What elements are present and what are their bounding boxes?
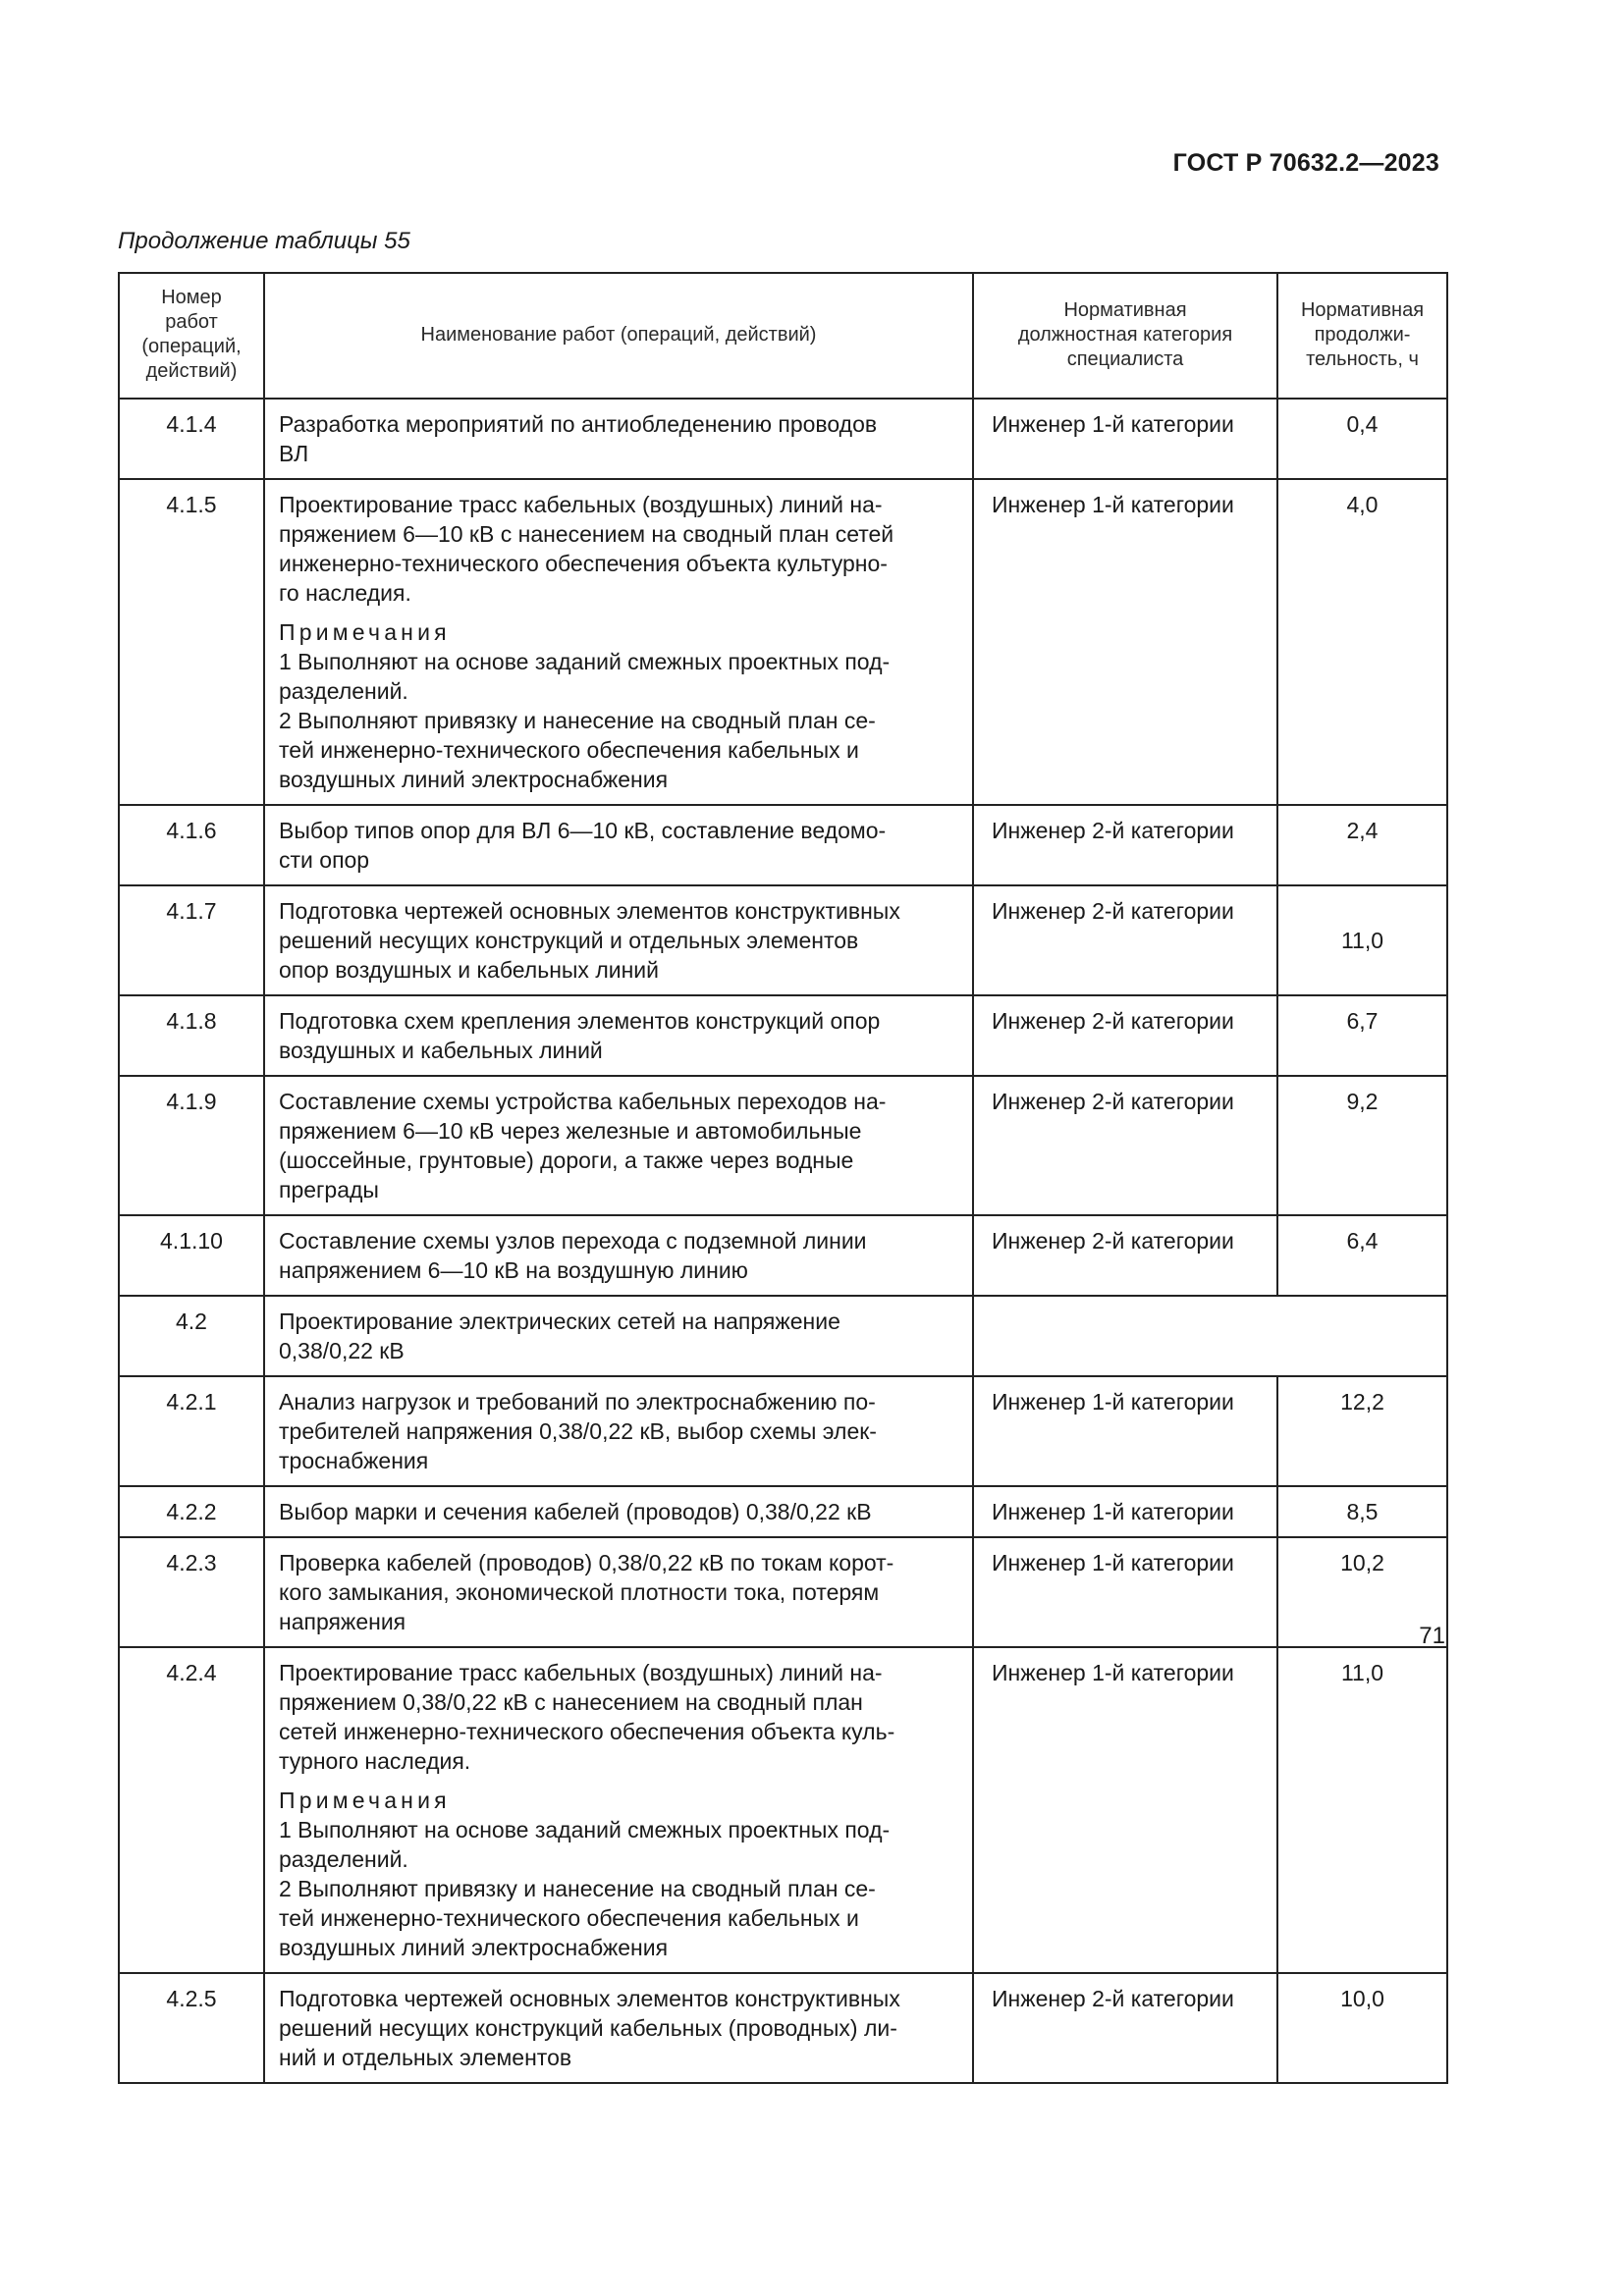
row-duration: 11,0 xyxy=(1277,885,1447,995)
header-name-text: Наименование работ (операций, действий) xyxy=(420,323,817,346)
row-category: Инженер 2-й категории xyxy=(973,1215,1277,1296)
work-name-line: воздушных и кабельных линий xyxy=(279,1038,603,1063)
note-line: 1 Выполняют на основе заданий смежных проектных под- xyxy=(279,649,891,674)
table-row xyxy=(119,1076,1447,1215)
work-name-line: пряжением 0,38/0,22 кВ с нанесением на сводный план xyxy=(279,1689,863,1715)
work-name-line: ВЛ xyxy=(279,441,309,466)
row-work-name xyxy=(264,1537,973,1647)
row-work-name xyxy=(264,1973,973,2083)
header-duration xyxy=(1277,273,1447,399)
note-line: воздушных линий электроснабжения xyxy=(279,767,669,792)
table-row-section xyxy=(119,1296,1447,1376)
note-line: тей инженерно-технического обеспечения кабельных и xyxy=(279,737,859,763)
row-work-name xyxy=(264,399,973,479)
row-number: 4.1.5 xyxy=(119,479,264,805)
row-work-name xyxy=(264,1076,973,1215)
header-num-line: Номер xyxy=(161,287,222,308)
row-duration: 12,2 xyxy=(1277,1376,1447,1486)
work-name-line: решений несущих конструкций кабельных (проводных) ли- xyxy=(279,2015,897,2041)
row-number: 4.2.3 xyxy=(119,1537,264,1647)
table-row xyxy=(119,479,1447,805)
header-category-line: Нормативная xyxy=(1063,298,1187,321)
work-name-line: Подготовка чертежей основных элементов конструктивных xyxy=(279,1986,900,2011)
table-row xyxy=(119,399,1447,479)
row-category: Инженер 1-й категории xyxy=(973,479,1277,805)
row-number: 4.2.1 xyxy=(119,1376,264,1486)
row-category: Инженер 2-й категории xyxy=(973,805,1277,885)
row-empty-merged xyxy=(973,1296,1447,1376)
work-name-line: требителей напряжения 0,38/0,22 кВ, выбор схемы элек- xyxy=(279,1418,877,1444)
header-duration-line: тельность, ч xyxy=(1306,347,1419,370)
row-duration: 10,2 xyxy=(1277,1537,1447,1647)
note-line: разделений. xyxy=(279,678,408,704)
header-name xyxy=(264,273,973,399)
row-category: Инженер 1-й категории xyxy=(973,399,1277,479)
table-row xyxy=(119,885,1447,995)
row-category: Инженер 2-й категории xyxy=(973,1973,1277,2083)
row-work-name xyxy=(264,479,973,805)
note-line: воздушных линий электроснабжения xyxy=(279,1935,669,1960)
work-name-line: преграды xyxy=(279,1177,379,1202)
row-duration: 8,5 xyxy=(1277,1486,1447,1537)
notes-block xyxy=(279,1786,957,1962)
table-row xyxy=(119,1215,1447,1296)
row-work-name xyxy=(264,1376,973,1486)
work-name-line: Составление схемы устройства кабельных переходов на- xyxy=(279,1089,887,1114)
row-duration: 11,0 xyxy=(1277,1647,1447,1973)
work-name-line: Проверка кабелей (проводов) 0,38/0,22 кВ по токам корот- xyxy=(279,1550,894,1575)
work-name-line: Анализ нагрузок и требований по электроснабжению по- xyxy=(279,1389,876,1415)
header-num xyxy=(119,273,264,399)
row-duration: 2,4 xyxy=(1277,805,1447,885)
notes-heading: Примечания xyxy=(279,1788,451,1813)
work-name-line: го наследия. xyxy=(279,580,411,606)
row-number: 4.1.6 xyxy=(119,805,264,885)
notes-block xyxy=(279,617,957,794)
work-name-line: Проектирование трасс кабельных (воздушных) линий на- xyxy=(279,492,883,517)
row-work-name xyxy=(264,1215,973,1296)
note-line: разделений. xyxy=(279,1846,408,1872)
row-number: 4.2.4 xyxy=(119,1647,264,1973)
work-name-line: инженерно-технического обеспечения объекта культурно- xyxy=(279,551,888,576)
row-work-name xyxy=(264,1486,973,1537)
row-category: Инженер 1-й категории xyxy=(973,1486,1277,1537)
row-duration: 10,0 xyxy=(1277,1973,1447,2083)
works-table xyxy=(118,272,1448,2084)
row-number: 4.1.10 xyxy=(119,1215,264,1296)
table-row xyxy=(119,805,1447,885)
table-caption: Продолжение таблицы 55 xyxy=(118,228,410,254)
note-line: тей инженерно-технического обеспечения кабельных и xyxy=(279,1905,859,1931)
row-category: Инженер 1-й категории xyxy=(973,1537,1277,1647)
table-row xyxy=(119,1486,1447,1537)
work-name-line: Проектирование электрических сетей на напряжение xyxy=(279,1308,840,1334)
row-work-name xyxy=(264,885,973,995)
header-num-line: действий) xyxy=(145,360,238,382)
row-duration: 0,4 xyxy=(1277,399,1447,479)
work-name-line: Выбор типов опор для ВЛ 6—10 кВ, составление ведомо- xyxy=(279,818,887,843)
row-duration: 6,7 xyxy=(1277,995,1447,1076)
row-work-name xyxy=(264,1296,973,1376)
row-work-name xyxy=(264,1647,973,1973)
row-duration: 9,2 xyxy=(1277,1076,1447,1215)
work-name-line: опор воздушных и кабельных линий xyxy=(279,957,659,983)
notes-heading: Примечания xyxy=(279,619,451,645)
work-name-line: Разработка мероприятий по антиобледенению проводов xyxy=(279,411,878,437)
row-category: Инженер 2-й категории xyxy=(973,995,1277,1076)
work-name-line: решений несущих конструкций и отдельных элементов xyxy=(279,928,859,953)
table-header-row xyxy=(119,273,1447,399)
work-name-line: ний и отдельных элементов xyxy=(279,2045,572,2070)
work-name-line: Проектирование трасс кабельных (воздушных) линий на- xyxy=(279,1660,883,1685)
work-name-line: Подготовка схем крепления элементов конструкций опор xyxy=(279,1008,881,1034)
row-number: 4.2 xyxy=(119,1296,264,1376)
row-duration: 4,0 xyxy=(1277,479,1447,805)
row-number: 4.1.4 xyxy=(119,399,264,479)
note-line: 2 Выполняют привязку и нанесение на сводный план се- xyxy=(279,1876,876,1901)
row-category: Инженер 1-й категории xyxy=(973,1647,1277,1973)
header-category xyxy=(973,273,1277,399)
header-num-line: работ xyxy=(165,311,218,333)
document-code: ГОСТ Р 70632.2—2023 xyxy=(1172,149,1439,177)
work-name-line: троснабжения xyxy=(279,1448,429,1473)
work-name-line: турного наследия. xyxy=(279,1748,471,1774)
row-number: 4.1.9 xyxy=(119,1076,264,1215)
note-line: 2 Выполняют привязку и нанесение на сводный план се- xyxy=(279,708,876,733)
row-work-name xyxy=(264,805,973,885)
header-num-line: (операций, xyxy=(141,336,242,357)
work-name-line: пряжением 6—10 кВ с нанесением на сводный план сетей xyxy=(279,521,894,547)
row-category: Инженер 1-й категории xyxy=(973,1376,1277,1486)
table-row xyxy=(119,1537,1447,1647)
table-row xyxy=(119,1647,1447,1973)
row-number: 4.1.8 xyxy=(119,995,264,1076)
row-duration: 6,4 xyxy=(1277,1215,1447,1296)
row-category: Инженер 2-й категории xyxy=(973,1076,1277,1215)
page-number: 71 xyxy=(1419,1623,1445,1649)
header-category-line: должностная категория xyxy=(1017,323,1233,346)
work-name-line: сти опор xyxy=(279,847,370,873)
header-duration-line: продолжи- xyxy=(1314,323,1411,346)
table-row xyxy=(119,1973,1447,2083)
work-name-line: сетей инженерно-технического обеспечения объекта куль- xyxy=(279,1719,895,1744)
row-category: Инженер 2-й категории xyxy=(973,885,1277,995)
work-name-line: Составление схемы узлов перехода с подземной линии xyxy=(279,1228,867,1254)
header-duration-line: Нормативная xyxy=(1300,298,1425,321)
header-category-line: специалиста xyxy=(1066,347,1184,370)
row-number: 4.2.2 xyxy=(119,1486,264,1537)
row-work-name xyxy=(264,995,973,1076)
row-number: 4.1.7 xyxy=(119,885,264,995)
work-name-line: 0,38/0,22 кВ xyxy=(279,1338,405,1363)
work-name-line: Выбор марки и сечения кабелей (проводов) 0,38/0,22 кВ xyxy=(279,1499,872,1524)
table-row xyxy=(119,995,1447,1076)
table-row xyxy=(119,1376,1447,1486)
row-number: 4.2.5 xyxy=(119,1973,264,2083)
work-name-line: (шоссейные, грунтовые) дороги, а также через водные xyxy=(279,1148,854,1173)
work-name-line: напряжения xyxy=(279,1609,406,1634)
work-name-line: Подготовка чертежей основных элементов конструктивных xyxy=(279,898,900,924)
work-name-line: кого замыкания, экономической плотности тока, потерям xyxy=(279,1579,880,1605)
work-name-line: пряжением 6—10 кВ через железные и автомобильные xyxy=(279,1118,862,1144)
note-line: 1 Выполняют на основе заданий смежных проектных под- xyxy=(279,1817,891,1842)
work-name-line: напряжением 6—10 кВ на воздушную линию xyxy=(279,1257,748,1283)
